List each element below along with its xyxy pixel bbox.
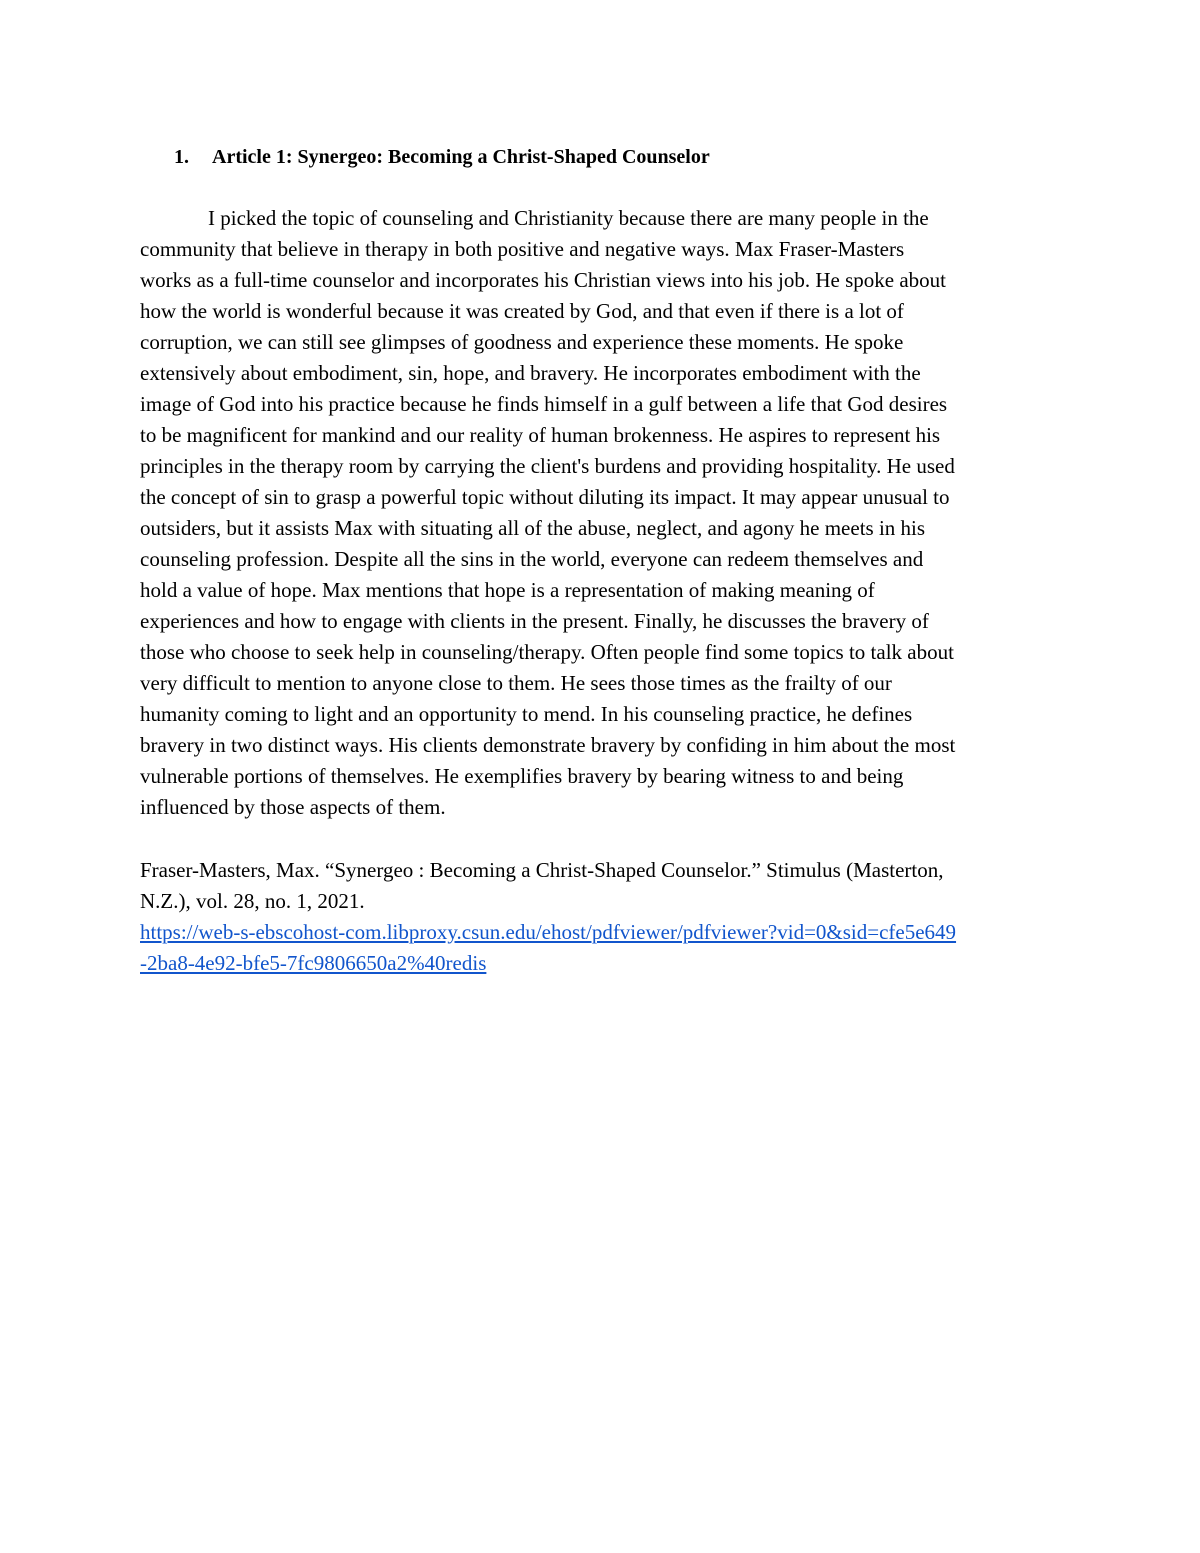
paragraph-line: principles in the therapy room by carrying the client's burdens and providing hospitality. He used: [140, 454, 955, 478]
paragraph-line: experiences and how to engage with clients in the present. Finally, he discusses the bravery of: [140, 609, 929, 633]
citation-line: Fraser-Masters, Max. “Synergeo : Becoming a Christ-Shaped Counselor.” Stimulus (Masterton,: [140, 858, 944, 882]
paragraph-line: I picked the topic of counseling and Christianity because there are many people in the: [208, 206, 929, 230]
paragraph-line: image of God into his practice because he finds himself in a gulf between a life that God desires: [140, 392, 948, 416]
paragraph-line: the concept of sin to grasp a powerful topic without diluting its impact. It may appear unusual to: [140, 485, 950, 509]
citation-line: N.Z.), vol. 28, no. 1, 2021.: [140, 889, 365, 913]
paragraph-line: how the world is wonderful because it was created by God, and that even if there is a lot of: [140, 299, 904, 323]
list-number: 1.: [174, 146, 189, 168]
summary-paragraph: [140, 203, 1060, 823]
paragraph-line: works as a full-time counselor and incorporates his Christian views into his job. He spoke about: [140, 268, 947, 292]
paragraph-line: extensively about embodiment, sin, hope, and bravery. He incorporates embodiment with the: [140, 361, 921, 385]
paragraph-line: corruption, we can still see glimpses of goodness and experience these moments. He spoke: [140, 330, 904, 354]
paragraph-line: influenced by those aspects of them.: [140, 795, 446, 819]
paragraph-line: humanity coming to light and an opportunity to mend. In his counseling practice, he defines: [140, 702, 913, 726]
paragraph-line: hold a value of hope. Max mentions that hope is a representation of making meaning of: [140, 578, 875, 602]
citation-block: [140, 855, 1060, 979]
paragraph-line: outsiders, but it assists Max with situating all of the abuse, neglect, and agony he meets in his: [140, 516, 926, 540]
citation-link[interactable]: [140, 917, 1060, 979]
paragraph-line: vulnerable portions of themselves. He exemplifies bravery by bearing witness to and being: [140, 764, 904, 788]
paragraph-line: bravery in two distinct ways. His clients demonstrate bravery by confiding in him about the most: [140, 733, 956, 757]
paragraph-line: those who choose to seek help in counseling/therapy. Often people find some topics to talk about: [140, 640, 954, 664]
paragraph-line: community that believe in therapy in both positive and negative ways. Max Fraser-Masters: [140, 237, 905, 261]
paragraph-line: to be magnificent for mankind and our reality of human brokenness. He aspires to represent his: [140, 423, 941, 447]
article-heading: [174, 142, 710, 172]
paragraph-line: very difficult to mention to anyone close to them. He sees those times as the frailty of our: [140, 671, 892, 695]
citation-link-line[interactable]: -2ba8-4e92-bfe5-7fc9806650a2%40redis: [140, 951, 487, 975]
citation-link-line[interactable]: https://web-s-ebscohost-com.libproxy.csun.edu/ehost/pdfviewer/pdfviewer?vid=0&sid=cfe5e649: [140, 920, 957, 944]
paragraph-line: counseling profession. Despite all the sins in the world, everyone can redeem themselves and: [140, 547, 924, 571]
article-title: Article 1: Synergeo: Becoming a Christ-Shaped Counselor: [212, 146, 710, 168]
